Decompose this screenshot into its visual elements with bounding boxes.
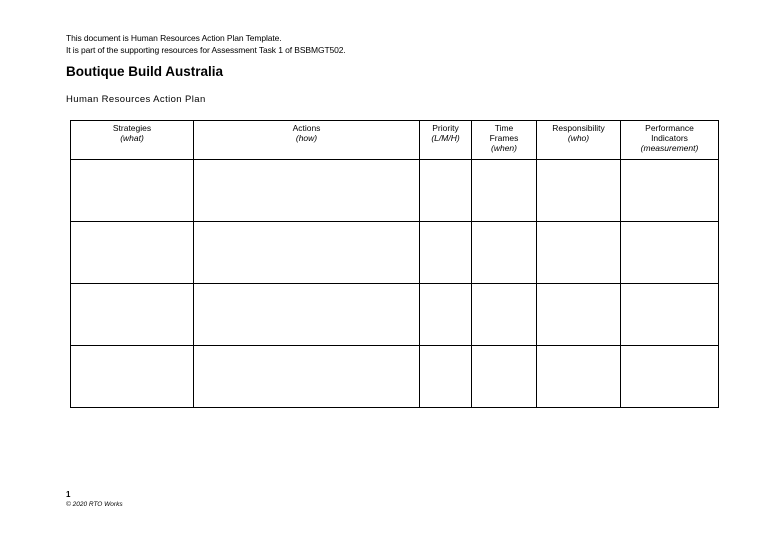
intro-text: [66, 32, 346, 56]
copyright-notice: © 2020 RTO Works: [66, 501, 123, 508]
intro-line-2: It is part of the supporting resources for Assessment Task 1 of BSBMGT502.: [66, 45, 346, 55]
table-cell[interactable]: [194, 222, 420, 284]
table-cell[interactable]: [472, 284, 537, 346]
table-cell[interactable]: [537, 346, 621, 408]
table-cell[interactable]: [621, 222, 719, 284]
table-cell[interactable]: [194, 284, 420, 346]
company-title: Boutique Build Australia: [66, 64, 224, 79]
table-cell[interactable]: [420, 284, 472, 346]
header-label: Performance Indicators: [645, 123, 694, 143]
action-plan-table: [70, 120, 719, 408]
header-label: Priority: [432, 123, 459, 133]
header-sublabel: (measurement): [640, 143, 699, 153]
table-cell[interactable]: [621, 284, 719, 346]
table-cell[interactable]: [71, 284, 194, 346]
header-label: Responsibility: [552, 123, 605, 133]
table-cell[interactable]: [71, 160, 194, 222]
header-time-frames: [472, 121, 537, 160]
header-priority: [420, 121, 472, 160]
header-responsibility: [537, 121, 621, 160]
table-cell[interactable]: [194, 346, 420, 408]
table-cell[interactable]: [194, 160, 420, 222]
table-cell[interactable]: [537, 222, 621, 284]
table-header-row: [71, 121, 719, 160]
table-cell[interactable]: [472, 222, 537, 284]
header-actions: [194, 121, 420, 160]
header-label: Actions: [292, 123, 321, 133]
plan-title: Human Resources Action Plan: [66, 94, 206, 105]
page-number: 1: [66, 490, 71, 499]
table-cell[interactable]: [420, 346, 472, 408]
table-cell[interactable]: [537, 284, 621, 346]
table-cell[interactable]: [537, 160, 621, 222]
table-cell[interactable]: [621, 346, 719, 408]
table-cell[interactable]: [621, 160, 719, 222]
table-row: [71, 160, 719, 222]
table-cell[interactable]: [472, 346, 537, 408]
header-label: Strategies: [112, 123, 152, 133]
table-row: [71, 346, 719, 408]
header-sublabel: (L/M/H): [431, 133, 460, 143]
table-cell[interactable]: [420, 160, 472, 222]
intro-line-1: This document is Human Resources Action Plan Template.: [66, 33, 282, 43]
table-row: [71, 222, 719, 284]
table-row: [71, 284, 719, 346]
header-performance-indicators: [621, 121, 719, 160]
table-cell[interactable]: [71, 222, 194, 284]
table-cell[interactable]: [71, 346, 194, 408]
header-sublabel: (when): [491, 143, 517, 153]
table-cell[interactable]: [420, 222, 472, 284]
header-sublabel: (who): [567, 133, 590, 143]
header-sublabel: (how): [295, 133, 318, 143]
header-sublabel: (what): [120, 133, 144, 143]
header-label: Time Frames: [489, 123, 519, 143]
table-cell[interactable]: [472, 160, 537, 222]
header-strategies: [71, 121, 194, 160]
